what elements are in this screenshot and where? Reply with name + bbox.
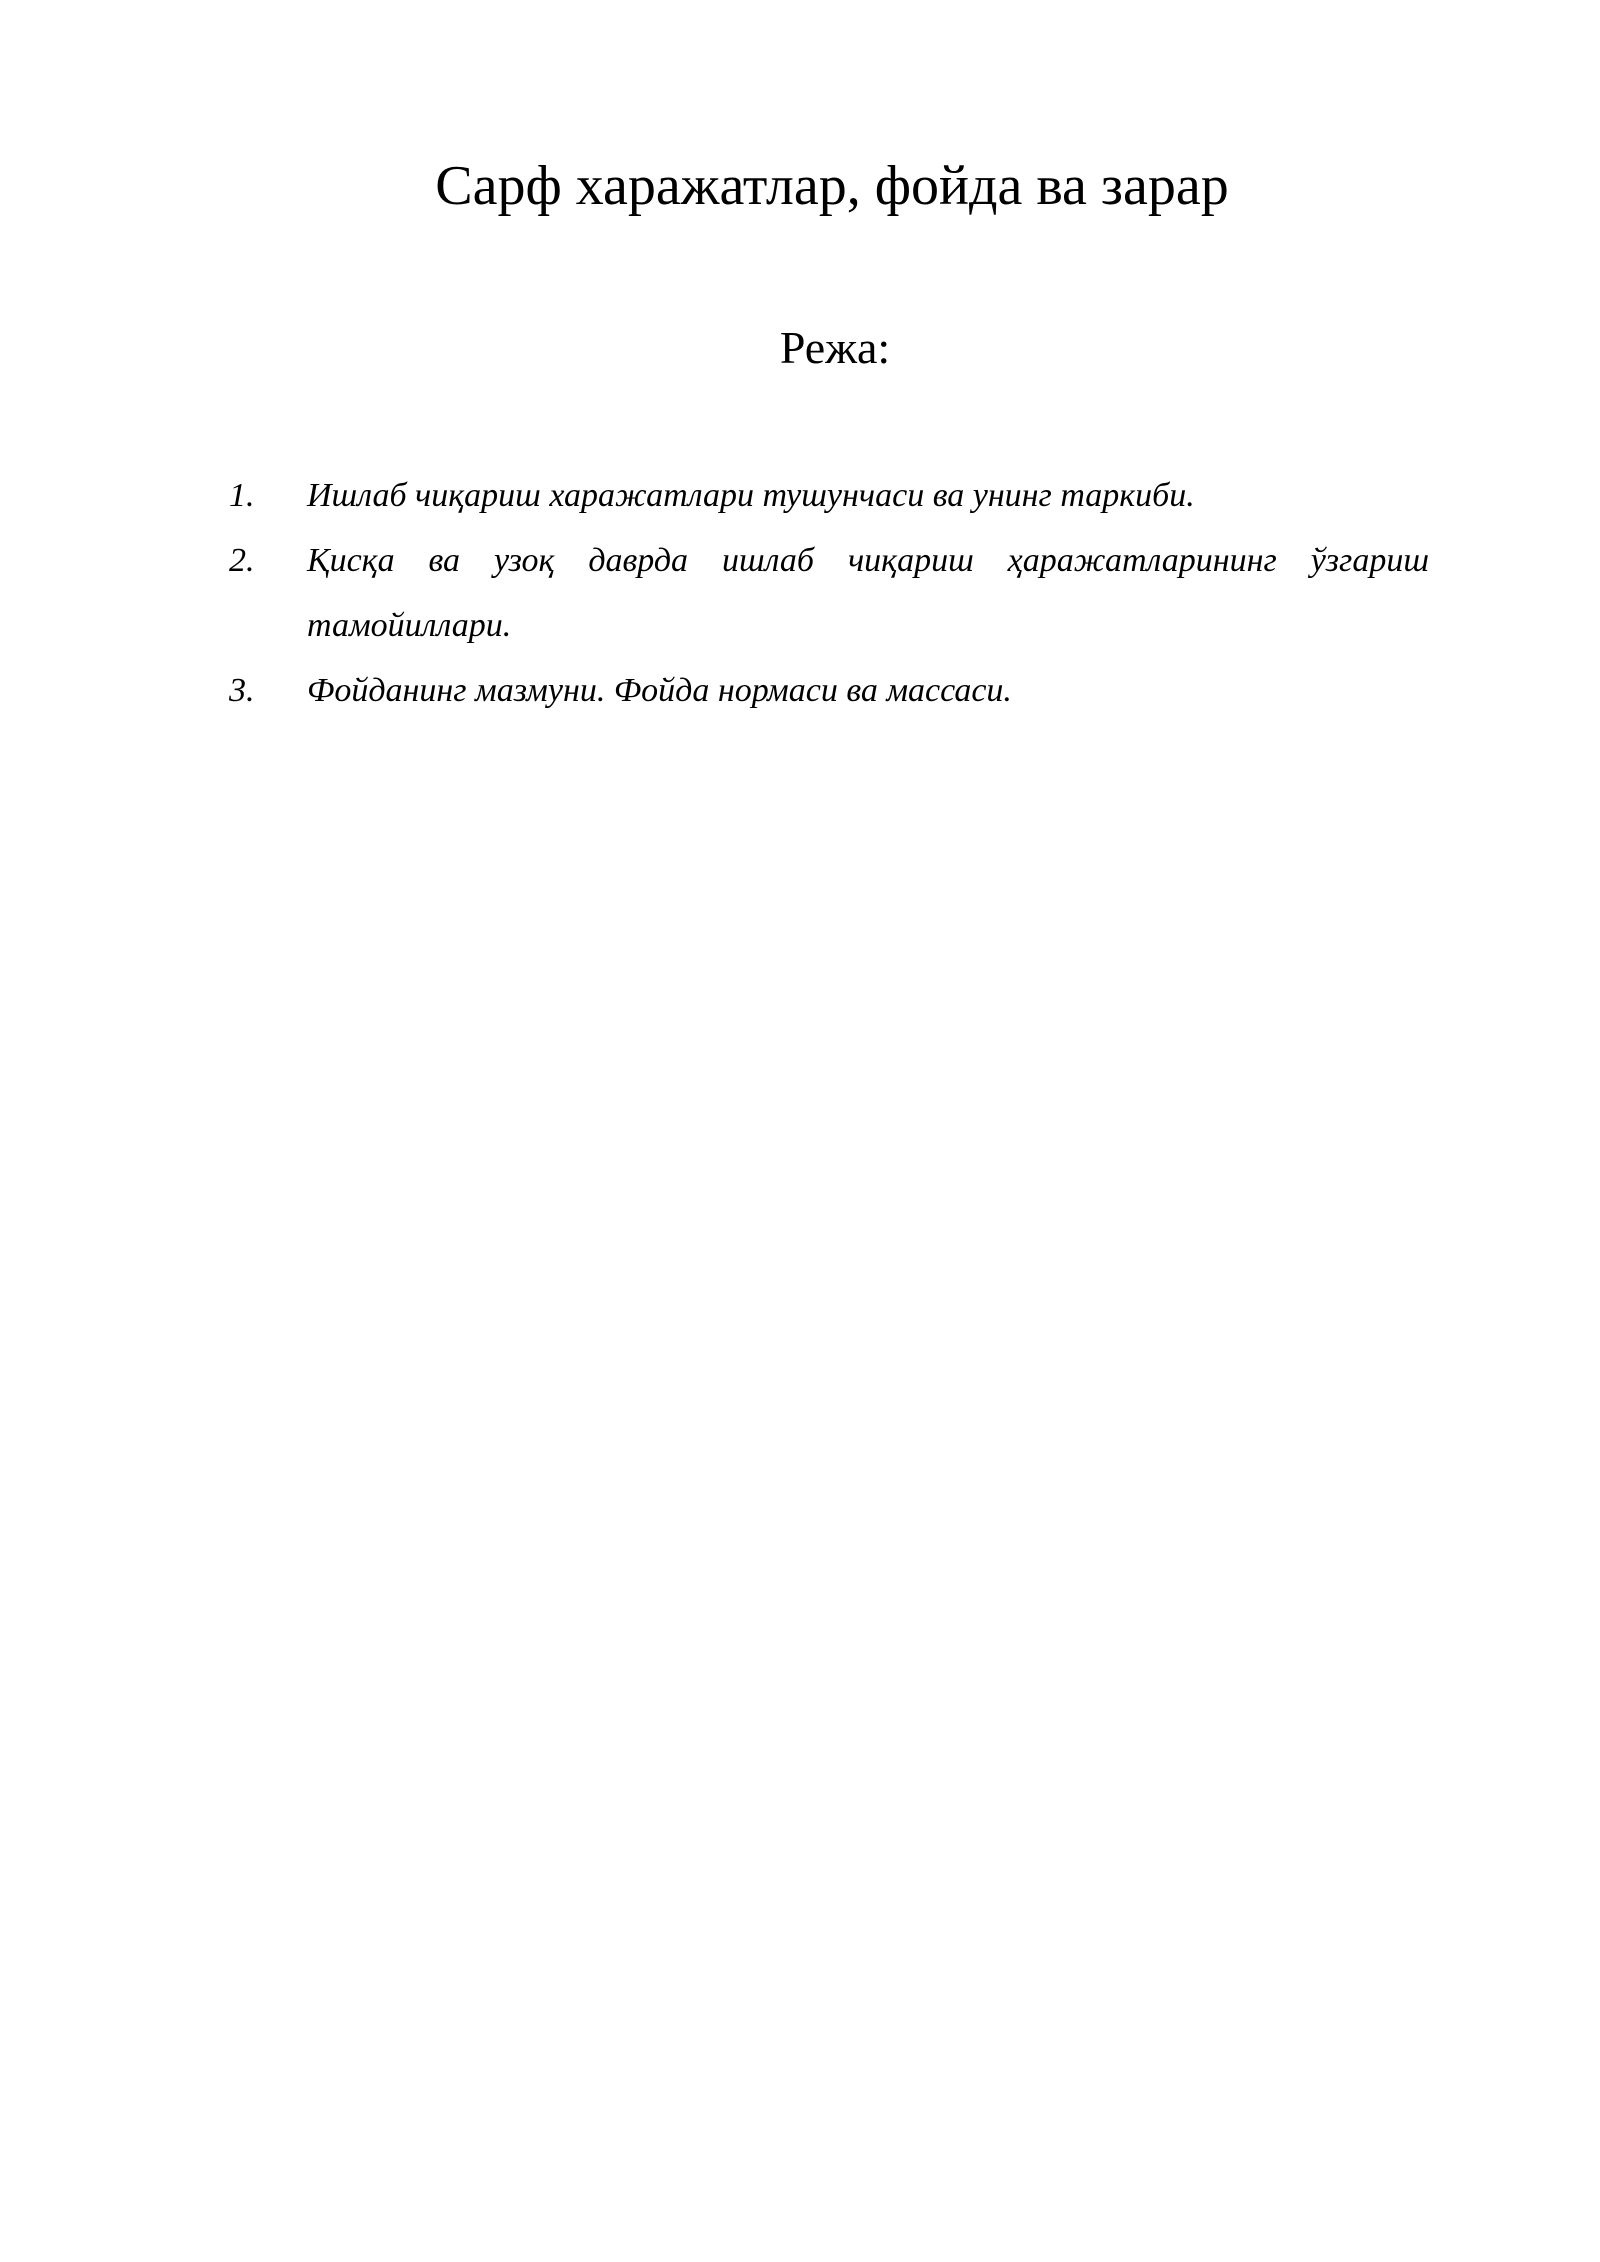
plan-item-text: Фойданинг мазмуни. Фойда нормаси ва массаси. [307, 672, 1012, 709]
plan-item-text: Қисқа ва узоқ даврда ишлаб чиқариш ҳаражатларининг ўзгариш тамойиллари. [307, 542, 1429, 644]
plan-item-number: 2. [229, 542, 255, 579]
plan-item-number: 1. [229, 477, 255, 514]
plan-item [229, 528, 1429, 658]
plan-item-number: 3. [229, 672, 255, 709]
document-title: Сарф харажатлар, фойда ва зарар [435, 155, 1229, 217]
plan-item [229, 463, 1429, 528]
plan-item-text: Ишлаб чиқариш харажатлари тушунчаси ва унинг таркиби. [307, 477, 1195, 514]
plan-heading: Режа: [779, 322, 891, 373]
plan-list [229, 463, 1429, 723]
plan-item [229, 658, 1429, 723]
